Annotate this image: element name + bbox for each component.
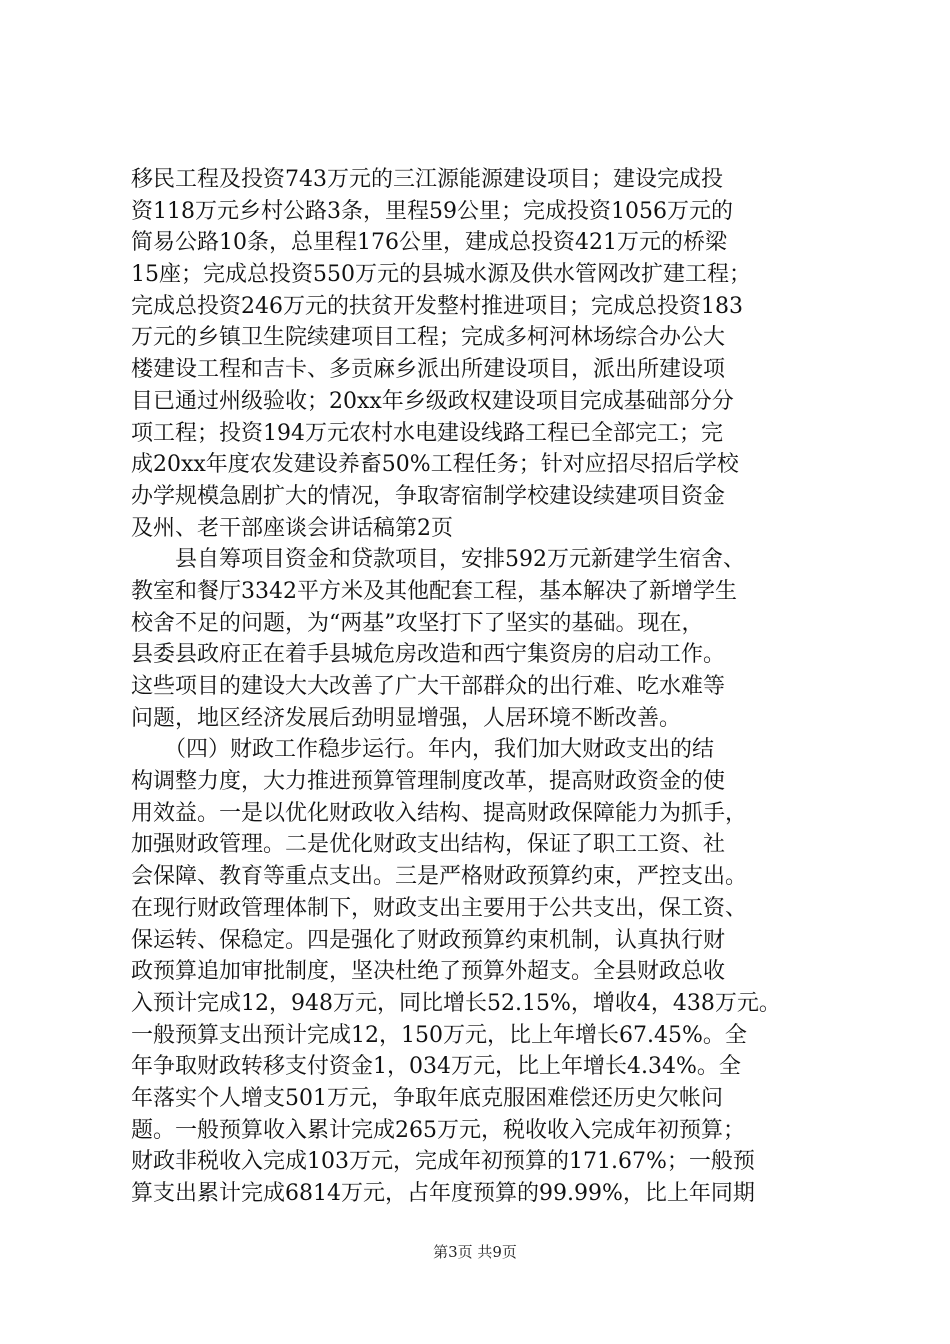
- text-line: 县自筹项目资金和贷款项目，安排592万元新建学生宿舍、: [131, 547, 745, 573]
- text-line: 算支出累计完成6814万元，占年度预算的99.99%，比上年同期: [131, 1181, 755, 1206]
- text-line: 政预算追加审批制度，坚决杜绝了预算外超支。全县财政总收: [131, 959, 726, 985]
- text-line: （四）财政工作稳步运行。年内，我们加大财政支出的结: [131, 737, 715, 763]
- text-line: 题。一般预算收入累计完成265万元，税收收入完成年初预算；: [131, 1117, 745, 1143]
- text-line: 校舍不足的问题，为“两基”攻坚打下了坚实的基础。现在，: [131, 610, 704, 636]
- document-body: [131, 164, 831, 1210]
- text-line: 构调整力度，大力推进预算管理制度改革，提高财政资金的使: [131, 769, 726, 795]
- text-line: 完成总投资246万元的扶贫开发整村推进项目；完成总投资183: [131, 293, 743, 319]
- text-line: 保运转、保稳定。四是强化了财政预算约束机制，认真执行财: [131, 927, 726, 953]
- text-line: 资118万元乡村公路3条，里程59公里；完成投资1056万元的: [131, 198, 733, 224]
- text-line: 问题，地区经济发展后劲明显增强，人居环境不断改善。: [131, 705, 682, 731]
- text-line: 在现行财政管理体制下，财政支出主要用于公共支出，保工资、: [131, 895, 748, 921]
- text-line: 年争取财政转移支付资金1，034万元，比上年增长4.34%。全: [131, 1054, 741, 1080]
- text-line: 项工程；投资194万元农村水电建设线路工程已全部完工；完: [131, 420, 723, 446]
- text-line: 成20xx年度农发建设养畜50%工程任务；针对应招尽招后学校: [131, 452, 739, 478]
- text-line: 一般预算支出预计完成12，150万元，比上年增长67.45%。全: [131, 1022, 747, 1048]
- text-line: 财政非税收入完成103万元，完成年初预算的171.67%；一般预: [131, 1149, 755, 1175]
- text-line: 入预计完成12，948万元，同比增长52.15%，增收4，438万元。: [131, 990, 781, 1016]
- text-line: 办学规模急剧扩大的情况，争取寄宿制学校建设续建项目资金: [131, 483, 726, 509]
- text-line: 简易公路10条，总里程176公里，建成总投资421万元的桥梁: [131, 230, 727, 256]
- text-line: 年落实个人增支501万元，争取年底克服困难偿还历史欠帐问: [131, 1085, 723, 1111]
- text-line: 万元的乡镇卫生院续建项目工程；完成多柯河林场综合办公大: [131, 325, 726, 351]
- text-line: 移民工程及投资743万元的三江源能源建设项目；建设完成投: [131, 167, 723, 192]
- page-number-footer: 第3页 共9页: [433, 1243, 517, 1261]
- text-line: 及州、老干部座谈会讲话稿第2页: [131, 515, 453, 541]
- text-line: 加强财政管理。二是优化财政支出结构，保证了职工工资、社: [131, 832, 726, 858]
- text-line: 这些项目的建设大大改善了广大干部群众的出行难、吃水难等: [131, 674, 726, 699]
- text-line: 会保障、教育等重点支出。三是严格财政预算约束，严控支出。: [131, 864, 748, 890]
- text-line: 教室和餐厅3342平方米及其他配套工程，基本解决了新增学生: [131, 578, 737, 604]
- text-line: 用效益。一是以优化财政收入结构、提高财政保障能力为抓手，: [131, 800, 748, 826]
- text-line: 15座；完成总投资550万元的县城水源及供水管网改扩建工程；: [131, 262, 751, 288]
- text-line: 楼建设工程和吉卡、多贡麻乡派出所建设项目，派出所建设项: [131, 357, 726, 383]
- text-line: 县委县政府正在着手县城危房改造和西宁集资房的启动工作。: [131, 642, 726, 668]
- text-line: 目已通过州级验收；20xx年乡级政权建设项目完成基础部分分: [131, 388, 734, 414]
